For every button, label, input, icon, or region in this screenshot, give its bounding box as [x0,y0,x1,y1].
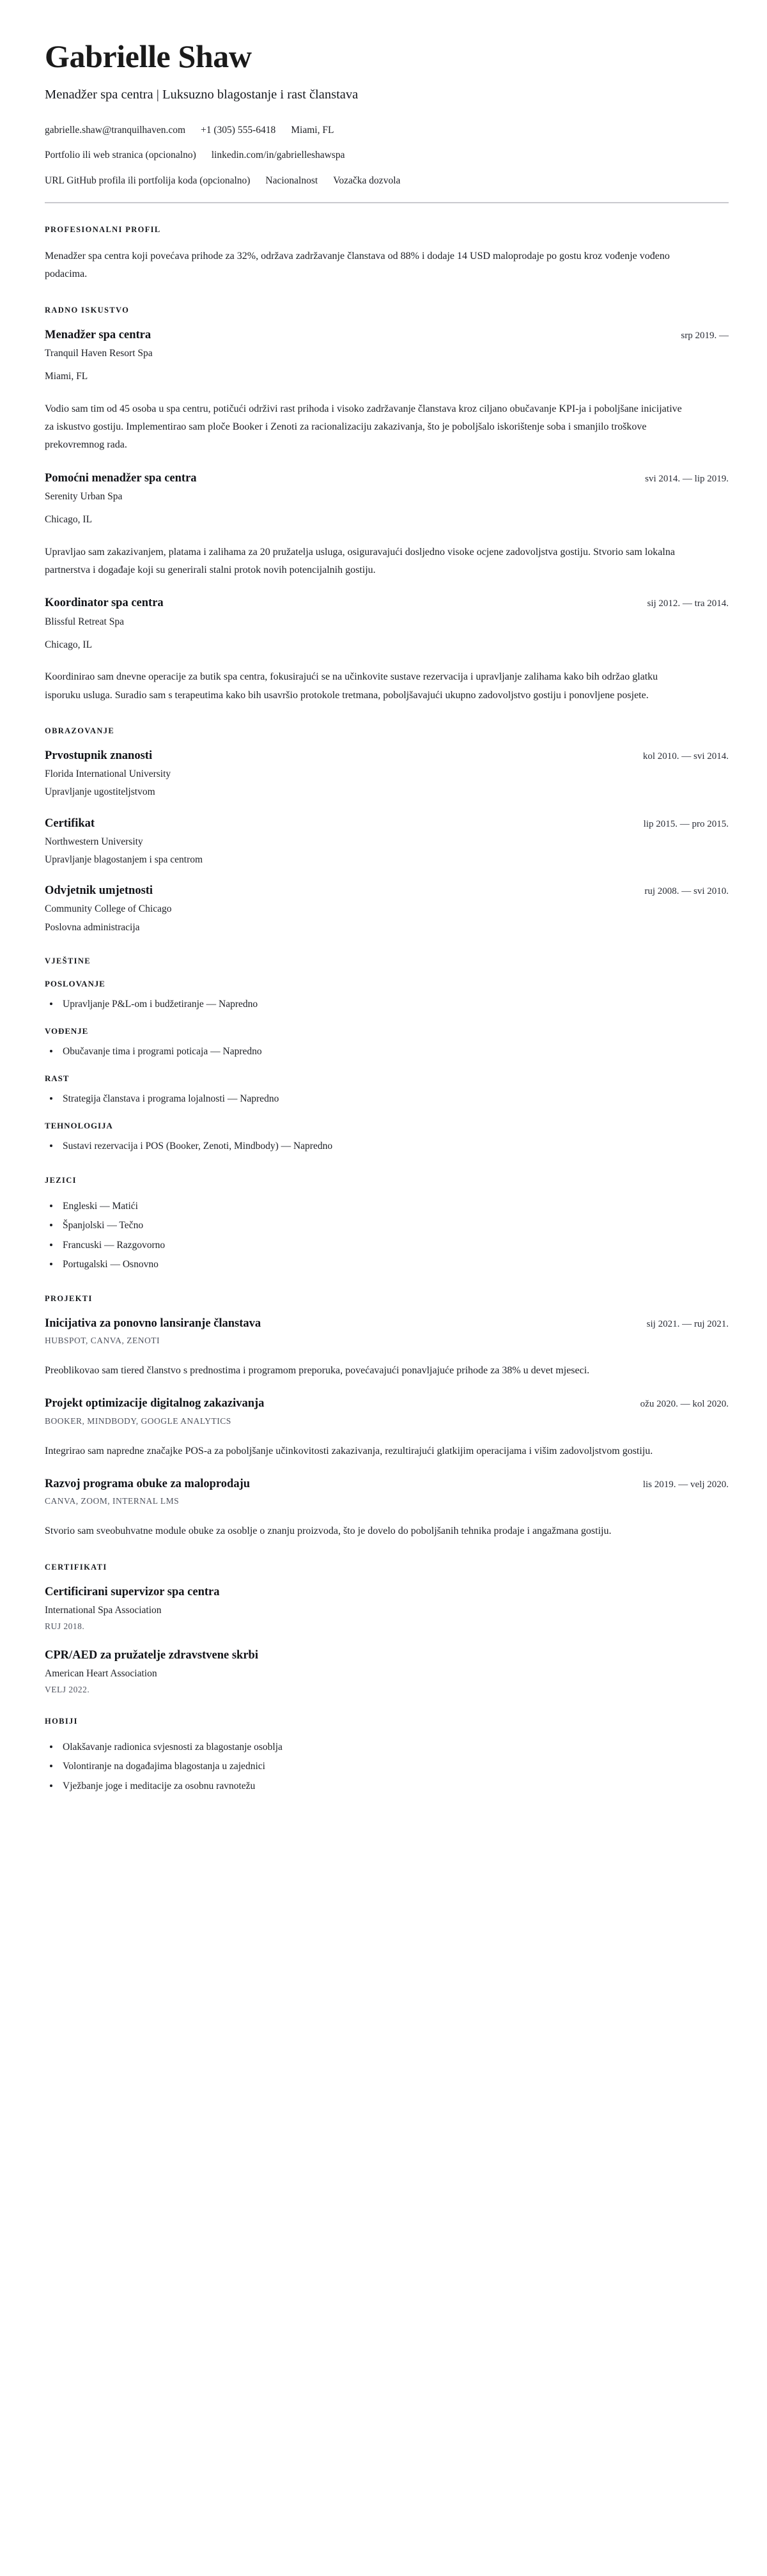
section-title-skills: VJEŠTINE [45,956,91,965]
education-entry [45,749,729,800]
education-institution: Florida International University [45,769,171,780]
experience-company: Blissful Retreat Spa [45,616,124,627]
experience-location: Chicago, IL [45,639,93,650]
education-degree: Prvostupnik znanosti [45,749,153,763]
experience-job-title: Pomoćni menadžer spa centra [45,471,197,485]
education-date-range: lip 2015. — pro 2015. [643,818,729,829]
experience-entry [45,471,729,580]
education-date-range: kol 2010. — svi 2014. [642,751,729,762]
contact-row-3 [45,173,729,188]
language-item: Španjolski — Tečno [45,1217,729,1233]
skill-item-list [45,1138,729,1154]
section-title-profile: PROFESIONALNI PROFIL [45,224,161,234]
education-list [45,749,729,935]
section-title-projects: PROJEKTI [45,1293,93,1303]
education-entry [45,816,729,868]
section-title-hobbies: HOBIJI [45,1717,78,1726]
certificate-title: CPR/AED za pružatelje zdravstvene skrbi [45,1648,258,1662]
skill-group [45,1121,729,1154]
section-projects [45,1294,729,1541]
education-field-of-study: Upravljanje blagostanjem i spa centrom [45,854,203,866]
header-divider [45,202,729,203]
contact-item[interactable]: linkedin.com/in/gabrielleshawspa [211,150,345,161]
page-title: Gabrielle Shaw [45,38,252,74]
experience-job-title: Menadžer spa centra [45,328,151,341]
language-item: Francuski — Razgovorno [45,1237,729,1253]
resume-header [45,40,729,188]
experience-date-range: svi 2014. — lip 2019. [645,473,729,484]
certificate-date: VELJ 2022. [45,1685,90,1695]
project-title: Razvoj programa obuke za maloprodaju [45,1477,251,1490]
experience-entry-header [45,596,729,611]
experience-entry [45,596,729,705]
experience-list [45,328,729,705]
project-tech-stack: BOOKER, MINDBODY, GOOGLE ANALYTICS [45,1416,231,1426]
section-professional-profile [45,225,729,284]
skill-item-list [45,996,729,1012]
project-description: Preoblikovao sam tiered članstvo s prednostima i programom preporuka, povećavajući ponavljajuće prihode za 38% u devet mjeseci. [45,1364,590,1376]
certificate-date: RUJ 2018. [45,1621,85,1631]
certificates-list [45,1585,729,1696]
certificate-entry [45,1648,729,1695]
education-field-of-study: Upravljanje ugostiteljstvom [45,786,155,798]
skill-item-list [45,1091,729,1107]
certificate-issuer: International Spa Association [45,1604,162,1616]
experience-date-range: sij 2012. — tra 2014. [647,598,729,609]
certificate-entry [45,1585,729,1632]
experience-description: Vodio sam tim od 45 osoba u spa centru, potičući održivi rast prihoda i visoko zadržavanje članstava kroz ciljano obučavanje KPI-ja i poboljšane inicijative za iskustvo gostiju. Implementirao sam ploče Booker i Zenoti za racionalizaciju zakazivanja, što je poboljšalo iskorištenje soba i smanjilo troškove prekovremnog rada. [45,403,682,451]
section-work-experience [45,306,729,705]
experience-entry [45,328,729,455]
section-title-certificates: CERTIFIKATI [45,1562,107,1572]
certificate-title: Certificirani supervizor spa centra [45,1585,220,1598]
skill-item: Strategija članstava i programa lojalnosti — Napredno [45,1091,729,1107]
experience-job-title: Koordinator spa centra [45,597,164,610]
projects-list [45,1316,729,1541]
education-entry [45,884,729,935]
project-entry [45,1396,729,1460]
project-description: Stvorio sam sveobuhvatne module obuke za osoblje o znanju proizvoda, što je dovelo do poboljšanih tehnika prodaje i angažmana gostiju. [45,1526,612,1537]
skill-item: Upravljanje P&L-om i budžetiranje — Napredno [45,996,729,1012]
section-title-languages: JEZICI [45,1176,77,1185]
profile-summary-text: Menadžer spa centra koji povećava prihode za 32%, održava zadržavanje članstava od 88% i dodaje 14 USD maloprodaje po gostu kroz vođenje vođeno podacima. [45,250,670,280]
project-description: Integrirao sam napredne značajke POS-a za poboljšanje učinkovitosti zakazivanja, rezultirajući glatkijim operacijama i višim zadovoljstvom gostiju. [45,1445,653,1456]
contact-item[interactable]: +1 (305) 555-6418 [201,125,276,136]
section-title-experience: RADNO ISKUSTVO [45,305,130,315]
section-languages [45,1176,729,1272]
languages-list [45,1198,729,1272]
experience-company: Tranquil Haven Resort Spa [45,348,153,359]
contact-item[interactable]: Miami, FL [291,125,334,136]
education-degree: Certifikat [45,816,95,830]
education-entry-header [45,884,729,898]
contact-row-1 [45,123,729,137]
education-institution: Northwestern University [45,836,143,847]
project-title: Inicijativa za ponovno lansiranje članstava [45,1316,261,1330]
experience-description: Upravljao sam zakazivanjem, platama i zalihama za 20 pružatelja usluga, osiguravajući dosljedno visoke ocjene zadovoljstva gostiju. Stvorio sam lokalna partnerstva i događaje koji su generirali stalni protok novih potencijalnih gostiju. [45,546,675,575]
skill-group-title: VOĐENJE [45,1026,89,1036]
language-item: Portugalski — Osnovno [45,1256,729,1272]
skill-group [45,979,729,1012]
contact-item[interactable]: Nacionalnost [265,175,318,186]
skill-group-title: RAST [45,1073,70,1084]
resume-headline: Menadžer spa centra | Luksuzno blagostanje i rast članstava [45,87,359,102]
hobby-item: Volontiranje na događajima blagostanja u zajednici [45,1758,729,1774]
experience-date-range: srp 2019. — [681,330,729,341]
project-title: Projekt optimizacije digitalnog zakazivanja [45,1397,265,1410]
project-date-range: ožu 2020. — kol 2020. [640,1399,729,1410]
contact-item[interactable]: URL GitHub profila ili portfolija koda (opcionalno) [45,175,251,186]
section-certificates [45,1563,729,1696]
project-date-range: sij 2021. — ruj 2021. [646,1318,729,1329]
skill-item: Obučavanje tima i programi poticaja — Napredno [45,1043,729,1059]
hobby-item: Olakšavanje radionica svjesnosti za blagostanje osoblja [45,1739,729,1755]
contact-item[interactable]: gabrielle.shaw@tranquilhaven.com [45,125,186,136]
education-date-range: ruj 2008. — svi 2010. [644,886,729,897]
skill-item: Sustavi rezervacija i POS (Booker, Zenoti, Mindbody) — Napredno [45,1138,729,1154]
experience-location: Miami, FL [45,371,88,382]
project-entry-header [45,1477,729,1492]
skill-group [45,1026,729,1059]
contact-block [45,123,729,188]
experience-description: Koordinirao sam dnevne operacije za butik spa centra, fokusirajući se na učinkovite sustave rezervacija i upravljanje zalihama kako bih održao glatku isporuku usluga. Suradio sam s terapeutima kako bih usavršio protokole tretmana, poboljšavajući ukupno zadovoljstvo gostiju i ponovljene posjete. [45,671,658,701]
section-skills [45,956,729,1154]
language-item: Engleski — Matići [45,1198,729,1214]
certificate-issuer: American Heart Association [45,1668,157,1680]
project-tech-stack: HUBSPOT, CANVA, ZENOTI [45,1335,160,1345]
project-date-range: lis 2019. — velj 2020. [642,1479,729,1490]
skill-group [45,1073,729,1107]
skill-item-list [45,1043,729,1059]
education-entry-header [45,816,729,831]
section-education [45,726,729,935]
experience-entry-header [45,471,729,486]
experience-location: Chicago, IL [45,514,93,526]
education-degree: Odvjetnik umjetnosti [45,884,153,898]
hobby-item: Vježbanje joge i meditacije za osobnu ravnotežu [45,1778,729,1794]
skills-list [45,979,729,1154]
skill-group-title: POSLOVANJE [45,978,105,988]
education-institution: Community College of Chicago [45,903,172,915]
section-title-education: OBRAZOVANJE [45,726,115,736]
contact-item[interactable]: Portfolio ili web stranica (opcionalno) [45,150,196,161]
education-entry-header [45,749,729,763]
project-entry [45,1316,729,1380]
project-tech-stack: CANVA, ZOOM, INTERNAL LMS [45,1496,180,1506]
contact-item[interactable]: Vozačka dozvola [333,175,401,186]
project-entry-header [45,1396,729,1411]
experience-entry-header [45,328,729,343]
hobbies-list [45,1739,729,1793]
project-entry [45,1477,729,1541]
education-field-of-study: Poslovna administracija [45,921,140,933]
section-hobbies [45,1717,729,1793]
skill-group-title: TEHNOLOGIJA [45,1121,113,1131]
experience-company: Serenity Urban Spa [45,491,123,503]
contact-row-2 [45,148,729,162]
project-entry-header [45,1316,729,1331]
